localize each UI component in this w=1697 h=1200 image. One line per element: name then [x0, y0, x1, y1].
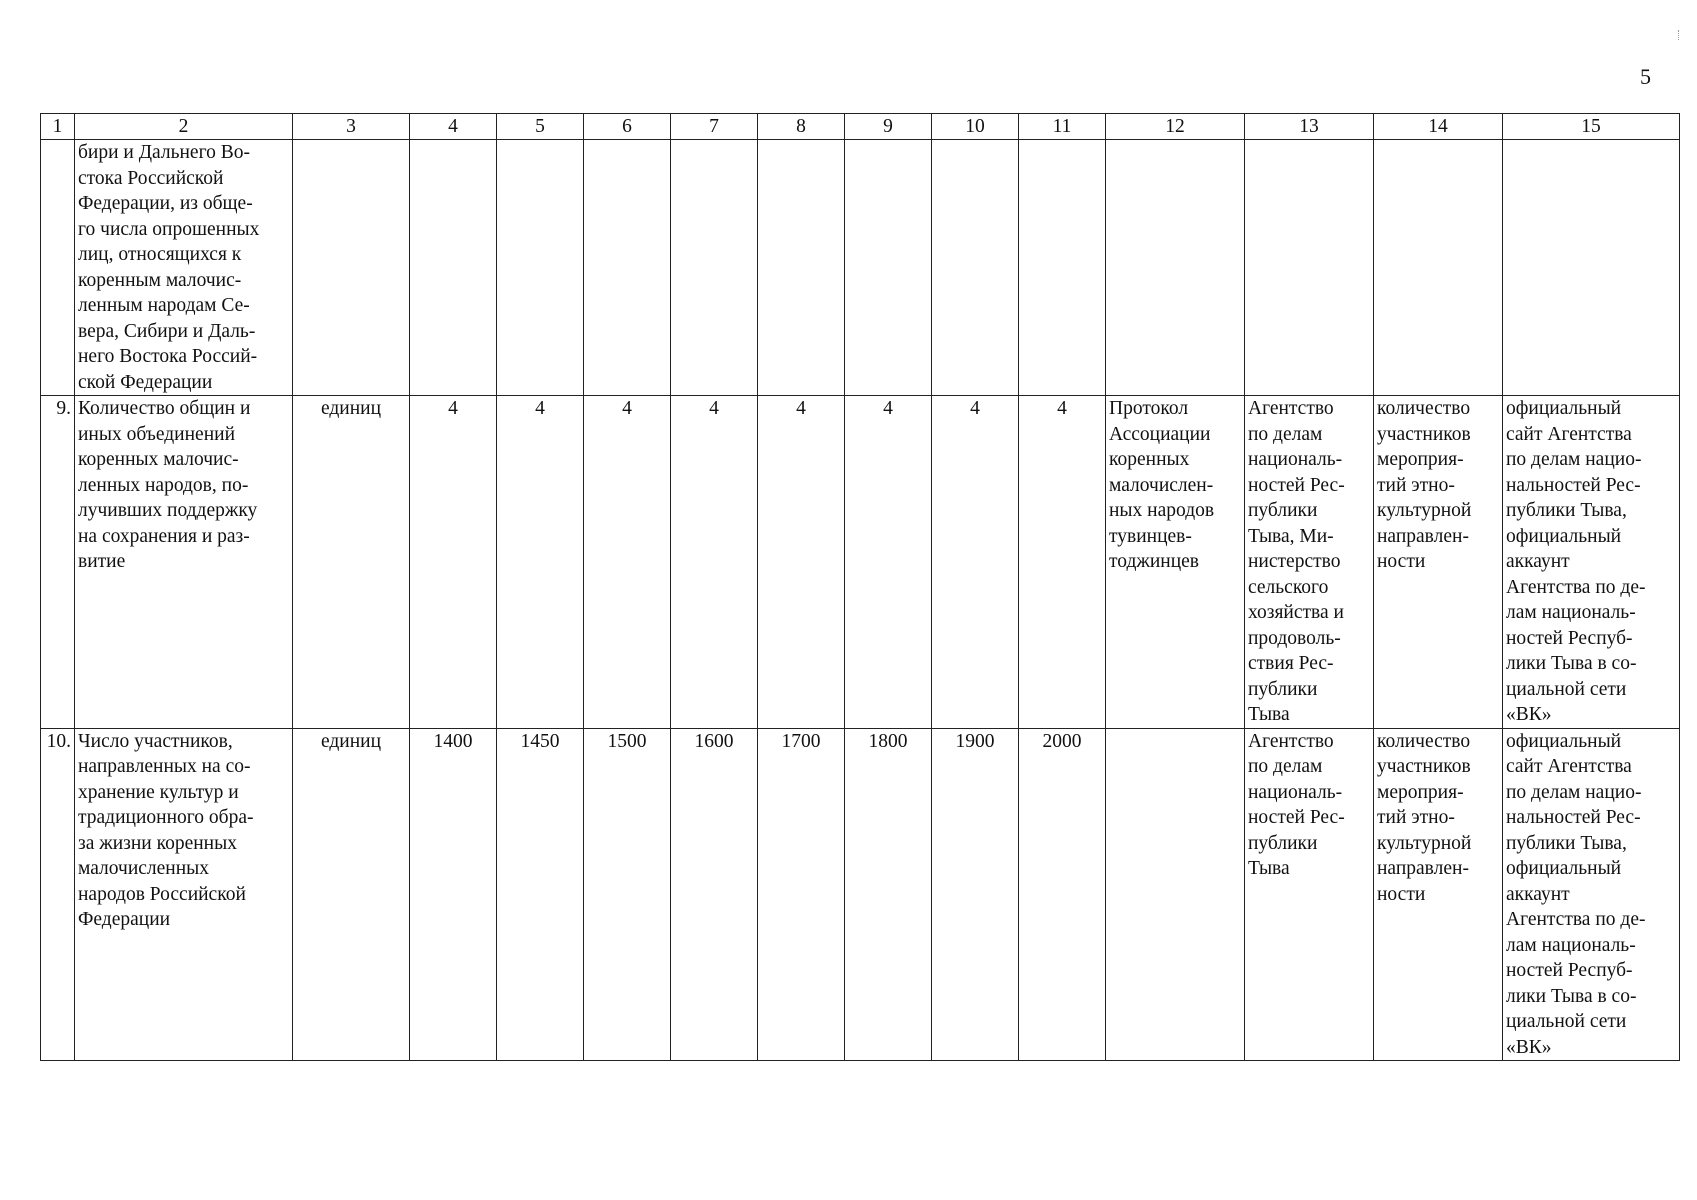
- row-number: 9.: [41, 396, 75, 729]
- value-cell: 4: [932, 396, 1019, 729]
- value-cell: 2000: [1019, 728, 1106, 1061]
- table-row-10: [41, 728, 1680, 1061]
- value-cell: 1900: [932, 728, 1019, 1061]
- header-cell: 4: [410, 114, 497, 140]
- indicator-name: Количество общин и иных объединений коренных малочис- ленных народов, по- лучивших поддержку на сохранения и раз- витие: [75, 396, 293, 729]
- value-cell: 4: [758, 396, 845, 729]
- value-cell: 4: [584, 396, 671, 729]
- header-row: [41, 114, 1680, 140]
- header-cell: 2: [75, 114, 293, 140]
- header-cell: 7: [671, 114, 758, 140]
- value-cell: 4: [671, 396, 758, 729]
- value-cell: [932, 140, 1019, 396]
- table-row-9: [41, 396, 1680, 729]
- scan-mark: [1678, 30, 1683, 40]
- header-cell: 15: [1503, 114, 1680, 140]
- value-cell: 4: [845, 396, 932, 729]
- value-cell: 1700: [758, 728, 845, 1061]
- basis-cell: [1106, 140, 1245, 396]
- value-cell: 4: [410, 396, 497, 729]
- header-cell: 9: [845, 114, 932, 140]
- responsible-cell: [1245, 140, 1374, 396]
- value-cell: 1400: [410, 728, 497, 1061]
- value-cell: 1800: [845, 728, 932, 1061]
- header-cell: 11: [1019, 114, 1106, 140]
- basis-cell: Протокол Ассоциации коренных малочислен- ных народов тувинцев- тоджинцев: [1106, 396, 1245, 729]
- source-cell: официальный сайт Агентства по делам нацио- нальностей Рес- публики Тыва, официальный аккаунт Агентства по де- лам националь- ностей Респуб- лики Тыва в со- циальной сети «ВК»: [1503, 728, 1680, 1061]
- header-cell: 1: [41, 114, 75, 140]
- indicator-cell: [1374, 140, 1503, 396]
- value-cell: 4: [1019, 396, 1106, 729]
- unit: единиц: [293, 728, 410, 1061]
- value-cell: 1600: [671, 728, 758, 1061]
- table-row-continuation: [41, 140, 1680, 396]
- value-cell: [671, 140, 758, 396]
- value-cell: 4: [497, 396, 584, 729]
- source-cell: [1503, 140, 1680, 396]
- unit: единиц: [293, 396, 410, 729]
- row-number: 10.: [41, 728, 75, 1061]
- value-cell: [845, 140, 932, 396]
- value-cell: [497, 140, 584, 396]
- page-number: 5: [1640, 64, 1651, 89]
- header-cell: 6: [584, 114, 671, 140]
- responsible-cell: Агентство по делам националь- ностей Рес- публики Тыва: [1245, 728, 1374, 1061]
- indicator-cell: количество участников мероприя- тий этно- культурной направлен- ности: [1374, 396, 1503, 729]
- header-cell: 14: [1374, 114, 1503, 140]
- value-cell: 1450: [497, 728, 584, 1061]
- row-number: [41, 140, 75, 396]
- value-cell: [410, 140, 497, 396]
- source-cell: официальный сайт Агентства по делам нацио- нальностей Рес- публики Тыва, официальный аккаунт Агентства по де- лам националь- ностей Респуб- лики Тыва в со- циальной сети «ВК»: [1503, 396, 1680, 729]
- header-cell: 3: [293, 114, 410, 140]
- value-cell: [584, 140, 671, 396]
- header-cell: 13: [1245, 114, 1374, 140]
- value-cell: 1500: [584, 728, 671, 1061]
- header-cell: 12: [1106, 114, 1245, 140]
- indicator-table: [40, 113, 1680, 1061]
- indicator-name: бири и Дальнего Во- стока Российской Федерации, из обще- го числа опрошенных лиц, относящихся к коренным малочис- ленным народам Се- вера, Сибири и Даль- него Востока Россий- ской Федерации: [75, 140, 293, 396]
- header-cell: 10: [932, 114, 1019, 140]
- value-cell: [758, 140, 845, 396]
- responsible-cell: Агентство по делам националь- ностей Рес- публики Тыва, Ми- нистерство сельского хозяйства и продоволь- ствия Рес- публики Тыва: [1245, 396, 1374, 729]
- unit: [293, 140, 410, 396]
- value-cell: [1019, 140, 1106, 396]
- header-cell: 8: [758, 114, 845, 140]
- indicator-cell: количество участников мероприя- тий этно- культурной направлен- ности: [1374, 728, 1503, 1061]
- indicator-name: Число участников, направленных на со- хранение культур и традиционного обра- за жизни коренных малочисленных народов Российской Федерации: [75, 728, 293, 1061]
- header-cell: 5: [497, 114, 584, 140]
- basis-cell: [1106, 728, 1245, 1061]
